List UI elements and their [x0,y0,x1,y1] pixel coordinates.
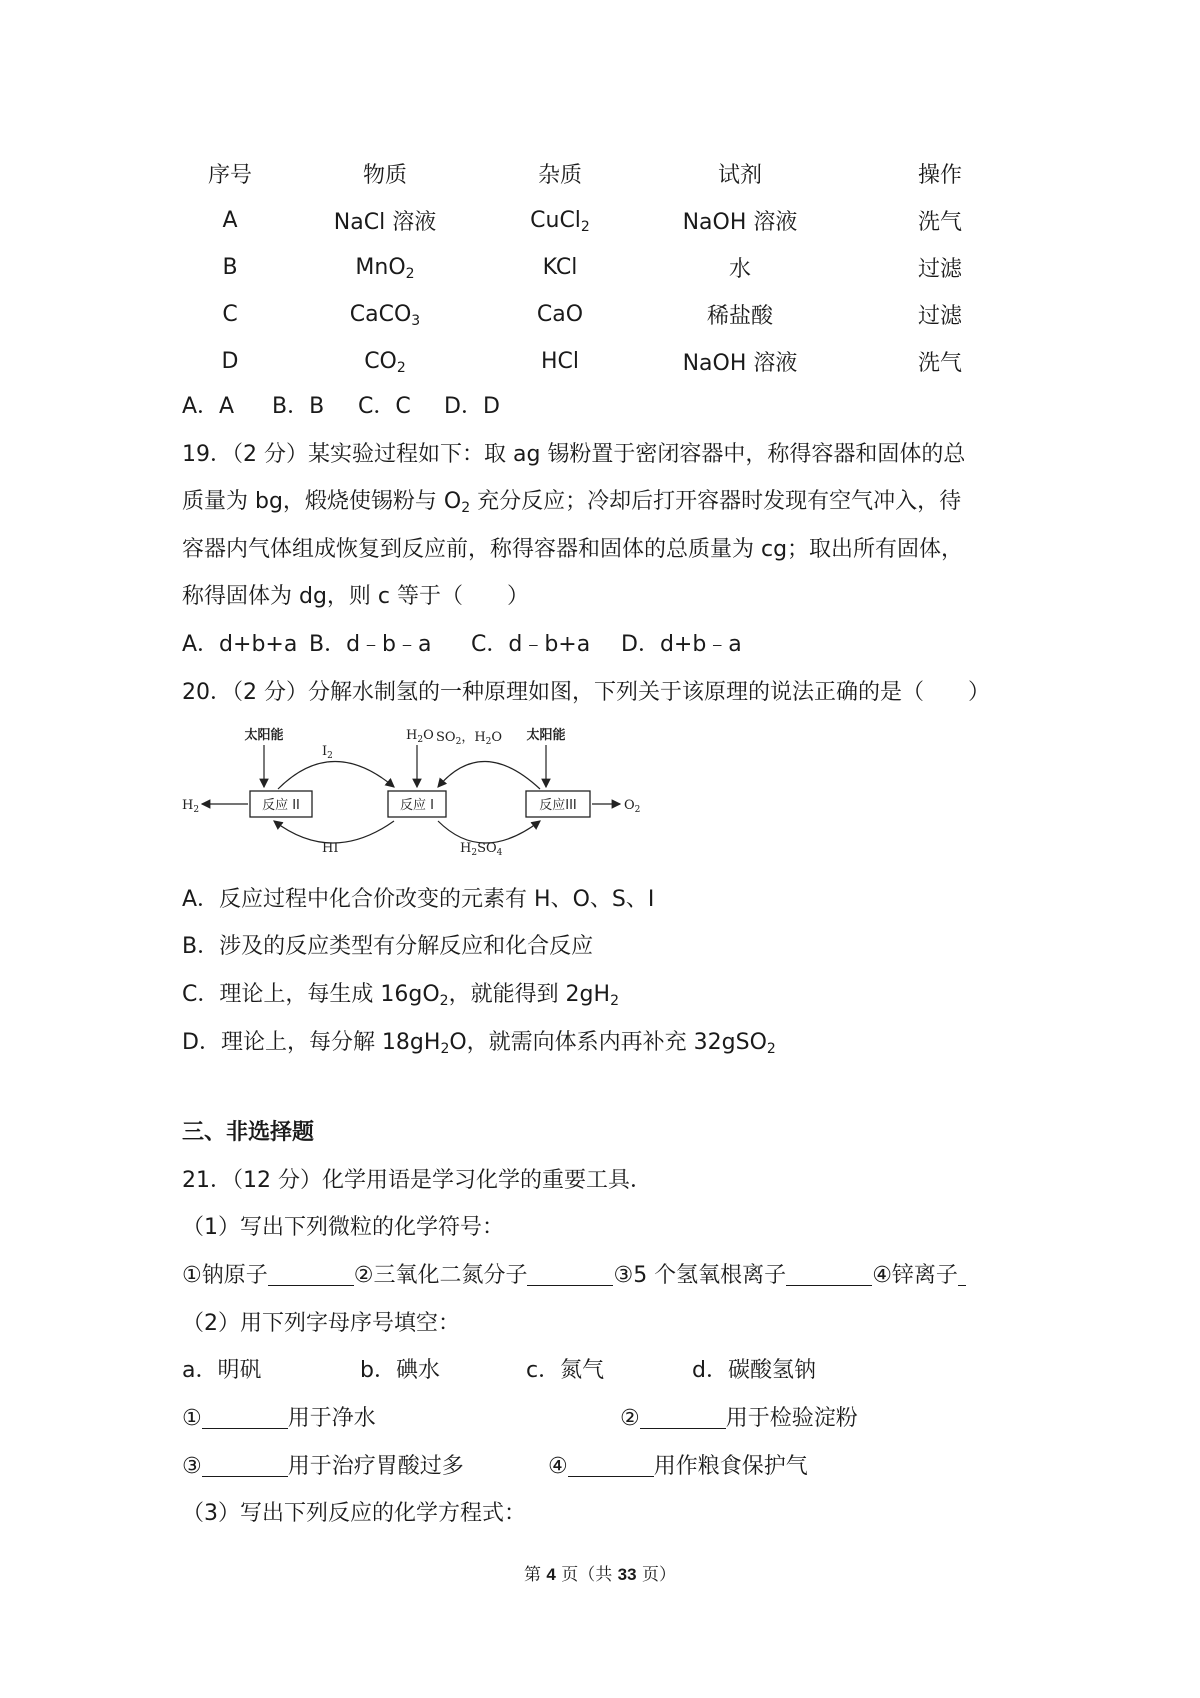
reagent-table [170,150,1040,385]
q21-part3: （3）写出下列反应的化学方程式： [182,1501,526,1526]
table-row [170,197,1040,244]
option-d: D．D [444,394,500,419]
water-splitting-diagram [182,725,642,855]
header-cell: 试剂 [717,163,762,188]
table-row [170,338,1040,385]
solar-left-label: 太阳能 [244,728,284,743]
blank-num: ③ [182,1454,202,1479]
page-number: 4 [546,1565,556,1584]
choice-c: c．氮气 [526,1358,605,1383]
solar-right-label: 太阳能 [526,728,566,743]
subscript: 2 [766,1041,776,1057]
table-cell: B [222,255,238,280]
footer-suffix: 页） [642,1565,676,1585]
footer-middle: 页（共 [561,1565,613,1585]
header-cell: 操作 [917,163,962,188]
q20-option-d [182,1028,776,1058]
q19-options [182,630,742,660]
q21-fill-1 [182,1404,376,1434]
formula-main: CaCO [349,302,412,327]
q21-choices [182,1356,816,1386]
option-b: B．B [272,394,325,419]
option-c: C．d﹣b+a [471,632,591,657]
q21-part2: （2）用下列字母序号填空： [182,1311,460,1336]
q21-fill-2 [620,1404,858,1434]
text: ，就能得到 2gH [448,982,611,1007]
option-b: B．d﹣b﹣a [309,632,432,657]
blank-label: ④锌离子 [872,1263,958,1288]
table-cell: NaOH 溶液 [682,351,798,376]
blank-text: 用作粮食保护气 [653,1454,808,1479]
choice-a: a．明矾 [182,1358,262,1383]
text: C．理论上，每生成 16gO [182,982,440,1007]
table-cell: A [222,208,238,233]
page-footer [0,1560,1200,1585]
formula-main: CuCl [530,208,581,233]
table-cell: 稀盐酸 [706,304,773,329]
q19-line4: 称得固体为 dg，则 c 等于（ ） [182,584,530,609]
choice-b: b．碘水 [360,1358,440,1383]
blank-label: ③5 个氢氧根离子 [613,1263,787,1288]
reaction-iii-label: 反应III [539,798,577,813]
table-cell [290,244,480,291]
formula-main: CO [364,349,397,374]
reaction-ii-label: 反应 II [262,798,300,813]
q21-part1-blanks [182,1261,966,1291]
answer-blank[interactable] [640,1406,726,1429]
header-cell: 物质 [362,163,407,188]
q21-fill-4 [548,1452,808,1482]
option-a: A．d+b+a [182,632,298,657]
answer-blank[interactable] [527,1263,613,1286]
o2-out-label: $O_2$ [624,798,641,815]
blank-text: 用于净水 [287,1406,376,1431]
hi-label: HI [322,841,339,855]
h2so4-arc [438,821,540,843]
hi-arc [274,821,394,843]
blank-text: 用于检验淀粉 [725,1406,858,1431]
option-d: D．d+b﹣a [621,632,742,657]
formula-sub: 3 [411,313,421,329]
table-cell: 过滤 [917,304,962,329]
q20-option-c [182,980,619,1010]
answer-blank[interactable] [268,1263,354,1286]
table-cell: HCl [540,349,580,374]
formula-sub: 2 [580,219,590,235]
h2so4-label: $H_2SO_4$ [460,841,503,855]
formula-main: MnO [355,255,406,280]
q20-stem: 20．（2 分）分解水制氢的一种原理如图，下列关于该原理的说法正确的是（ ） [182,680,990,705]
q20-option-b: B．涉及的反应类型有分解反应和化合反应 [182,934,594,959]
blank-text: 用于治疗胃酸过多 [287,1454,464,1479]
table-row [170,291,1040,338]
subscript: 2 [610,993,619,1009]
table-cell: 洗气 [917,351,962,376]
blank-label: ①钠原子 [182,1263,268,1288]
option-c: C．C [358,394,411,419]
q18-options [182,392,500,422]
table-row [170,244,1040,291]
blank-num: ② [620,1406,640,1431]
table-cell: NaCl 溶液 [333,210,437,235]
answer-blank[interactable] [202,1454,288,1477]
section-title: 三、非选择题 [182,1120,315,1145]
header-cell: 杂质 [537,163,582,188]
i2-label: $I_2$ [322,744,333,761]
table-cell [290,338,480,385]
answer-blank[interactable] [786,1263,872,1286]
i2-arc [278,761,394,789]
table-cell: 洗气 [917,210,962,235]
header-cell: 序号 [207,163,252,188]
h2-out-label: $H_2$ [182,798,200,815]
table-header-row [170,150,1040,197]
text: O，就需向体系内再补充 32gSO [449,1030,767,1055]
option-a: A．A [182,394,235,419]
text: D．理论上，每分解 18gH [182,1030,441,1055]
so2-h2o-label: $SO_2$，$H_2O$ [436,730,503,747]
blank-num: ④ [548,1454,568,1479]
q19-line2 [182,487,961,517]
formula-sub: 2 [405,266,415,282]
table-cell: NaOH 溶液 [682,210,798,235]
h2o-label: $H_2O$ [406,728,434,745]
q20-option-a: A．反应过程中化合价改变的元素有 H、O、S、I [182,887,655,912]
footer-prefix: 第 [523,1565,541,1585]
q19-line3: 容器内气体组成恢复到反应前，称得容器和固体的总质量为 cg；取出所有固体， [182,537,964,562]
so2-arc [438,761,540,789]
answer-blank[interactable] [568,1454,654,1477]
table-cell: 过滤 [917,257,962,282]
text: 充分反应；冷却后打开容器时发现有空气冲入，待 [470,489,962,514]
subscript: 2 [461,500,471,516]
reaction-i-label: 反应 I [400,798,434,813]
table-cell: CaO [536,302,584,327]
table-cell: C [222,302,238,327]
text: 质量为 bg，煅烧使锡粉与 O [182,489,462,514]
table-cell: 水 [728,257,751,282]
formula-sub: 2 [396,360,406,376]
subscript: 2 [440,1041,450,1057]
table-cell: KCl [542,255,578,280]
table-cell: D [221,349,239,374]
table-cell [290,291,480,338]
total-pages: 33 [617,1565,637,1584]
blank-num: ① [182,1406,202,1431]
blank-label: ②三氧化二氮分子 [353,1263,528,1288]
q21-stem: 21．（12 分）化学用语是学习化学的重要工具． [182,1168,652,1193]
table-cell [480,197,640,244]
q19-line1: 19．（2 分）某实验过程如下：取 ag 锡粉置于密闭容器中，称得容器和固体的总 [182,442,966,467]
subscript: 2 [439,993,449,1009]
q21-fill-3 [182,1452,464,1482]
choice-d: d．碳酸氢钠 [692,1358,816,1383]
answer-blank[interactable] [202,1406,288,1429]
q21-part1: （1）写出下列微粒的化学符号： [182,1215,504,1240]
answer-blank[interactable] [958,1263,966,1286]
